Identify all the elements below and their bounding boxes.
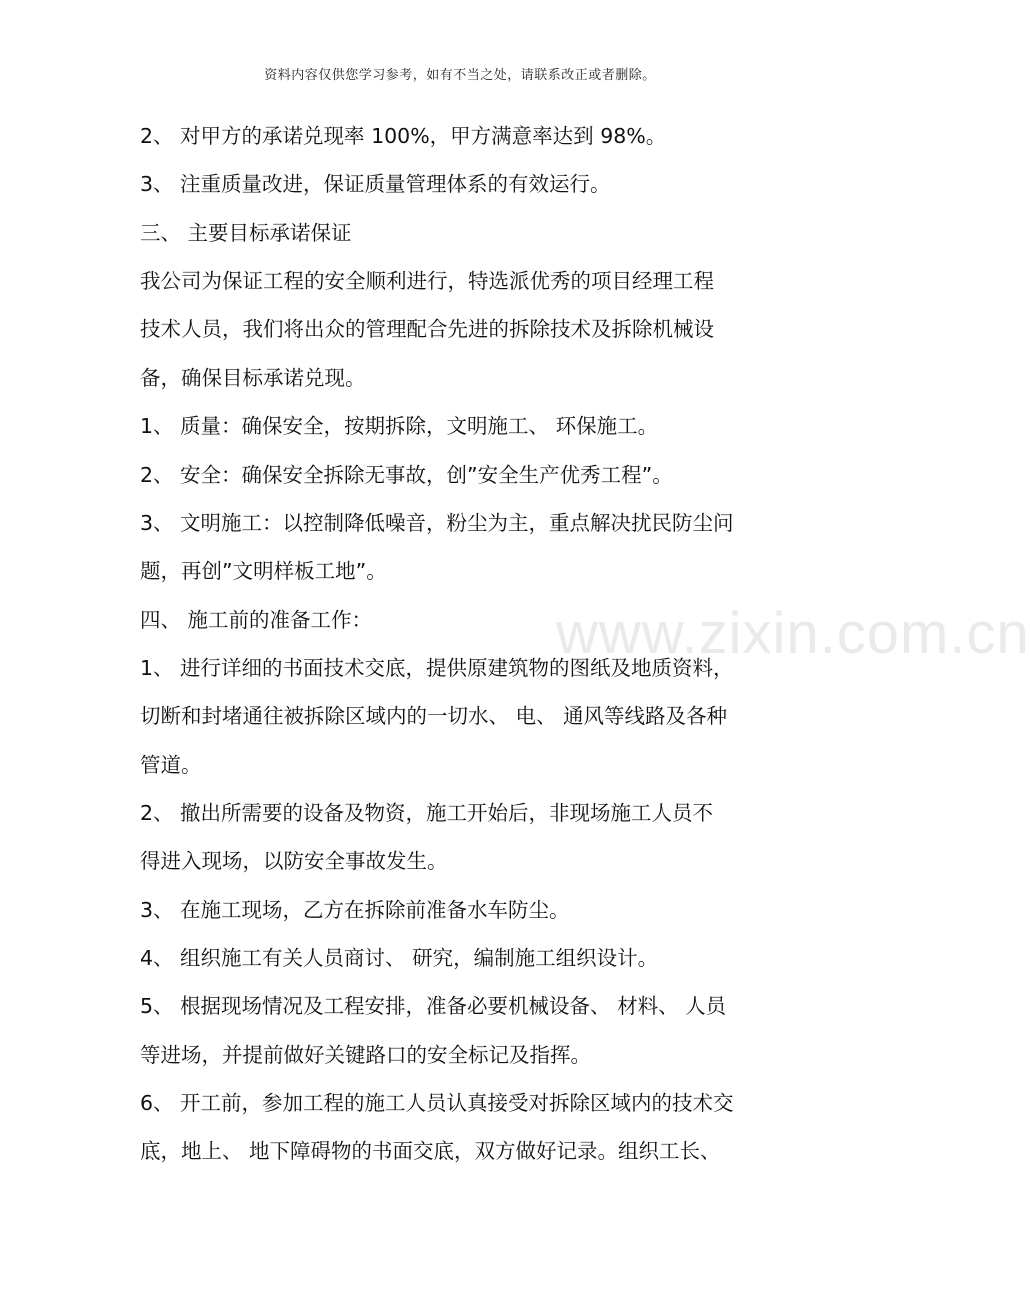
body-line: 备，确保目标承诺兑现。 — [140, 366, 366, 390]
section-heading: 三、 主要目标承诺保证 — [140, 221, 352, 245]
body-line: 我公司为保证工程的安全顺利进行，特选派优秀的项目经理工程 — [140, 269, 714, 293]
body-line: 等进场，并提前做好关键路口的安全标记及指挥。 — [140, 1043, 591, 1067]
body-line: 2、 撤出所需要的设备及物资，施工开始后，非现场施工人员不 — [140, 801, 714, 825]
body-line: 6、 开工前，参加工程的施工人员认真接受对拆除区域内的技术交 — [140, 1091, 734, 1115]
section-heading: 四、 施工前的准备工作： — [140, 608, 373, 632]
body-line: 5、 根据现场情况及工程安排，准备必要机械设备、 材料、 人员 — [140, 994, 727, 1018]
body-line: 3、 文明施工：以控制降低噪音，粉尘为主，重点解决扰民防尘问 — [140, 511, 734, 535]
body-line: 切断和封堵通往被拆除区域内的一切水、 电、 通风等线路及各种 — [140, 704, 728, 728]
body-line: 3、 在施工现场，乙方在拆除前准备水车防尘。 — [140, 898, 570, 922]
body-line: 技术人员，我们将出众的管理配合先进的拆除技术及拆除机械设 — [140, 317, 714, 341]
body-line: 得进入现场，以防安全事故发生。 — [140, 849, 448, 873]
body-line: 1、 进行详细的书面技术交底，提供原建筑物的图纸及地质资料， — [140, 656, 734, 680]
body-line: 管道。 — [140, 753, 202, 777]
watermark-text: www.zixin.com.cn — [556, 601, 1030, 666]
body-line: 题，再创”文明样板工地”。 — [140, 559, 387, 583]
body-line: 2、 安全：确保安全拆除无事故，创”安全生产优秀工程”。 — [140, 463, 673, 487]
header-disclaimer: 资料内容仅供您学习参考，如有不当之处，请联系改正或者删除。 — [264, 68, 656, 83]
body-line: 底，地上、 地下障碍物的书面交底，双方做好记录。组织工长、 — [140, 1139, 721, 1163]
body-line: 1、 质量：确保安全，按期拆除，文明施工、 环保施工。 — [140, 414, 659, 438]
body-line: 3、 注重质量改进，保证质量管理体系的有效运行。 — [140, 172, 611, 196]
body-line: 4、 组织施工有关人员商讨、 研究，编制施工组织设计。 — [140, 946, 659, 970]
body-line: 2、 对甲方的承诺兑现率 100%，甲方满意率达到 98%。 — [140, 124, 667, 148]
